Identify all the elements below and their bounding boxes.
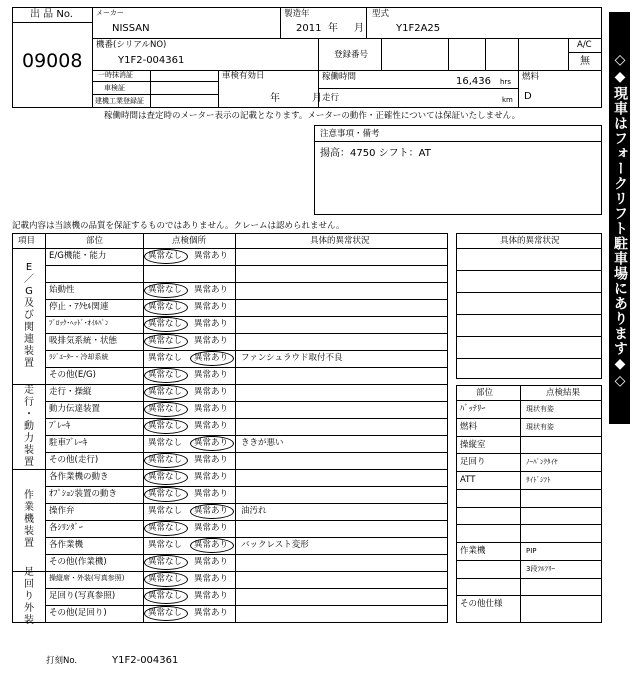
result-part: 足回り	[460, 457, 486, 467]
option-normal[interactable]: 異常なし	[148, 472, 183, 482]
option-normal[interactable]: 異常なし	[148, 370, 183, 380]
results-header-result: 点検結果	[546, 388, 581, 398]
row-divider	[45, 605, 448, 606]
row-part: 停止・ｱｸｾﾙ関連	[49, 302, 109, 312]
selection-circle	[144, 368, 188, 383]
results-divider	[456, 436, 602, 437]
selection-circle	[144, 606, 188, 621]
result-part: その他仕様	[460, 599, 503, 609]
notes-label: 注意事項・備考	[320, 129, 380, 139]
results-divider	[456, 578, 602, 579]
selection-circle	[144, 572, 188, 587]
row-divider	[45, 503, 448, 504]
row-part: 走行・操縦	[49, 387, 92, 397]
row-divider	[45, 537, 448, 538]
row-part: 操縦席・外装(写真参照)	[49, 574, 125, 582]
selection-circle	[144, 589, 188, 604]
selection-circle	[144, 385, 188, 400]
model-value: Y1F2A25	[396, 23, 441, 34]
option-abnormal[interactable]: 異常あり	[194, 489, 229, 499]
result-value: ﾉｰﾊﾟﾝｸﾀｲﾔ	[526, 458, 558, 466]
inspection-label: 車検有効日	[222, 71, 265, 81]
option-abnormal[interactable]: 異常あり	[194, 404, 229, 414]
option-abnormal[interactable]: 異常あり	[194, 523, 229, 533]
notes-text: 揚高：4750 シフト：AT	[320, 148, 431, 159]
row-part: その他(足回り)	[49, 608, 107, 618]
option-abnormal[interactable]: 異常あり	[194, 608, 229, 618]
selection-circle	[190, 504, 234, 519]
option-normal[interactable]: 異常なし	[148, 336, 183, 346]
row-divider	[45, 588, 448, 589]
row-divider	[45, 469, 448, 470]
result-part: ATT	[460, 475, 476, 485]
option-normal[interactable]: 異常なし	[148, 353, 183, 363]
selection-circle	[144, 521, 188, 536]
option-normal[interactable]: 異常なし	[148, 455, 183, 465]
selection-circle	[144, 300, 188, 315]
option-abnormal[interactable]: 異常あり	[194, 540, 229, 550]
results-divider	[456, 542, 602, 543]
option-abnormal[interactable]: 異常あり	[194, 302, 229, 312]
result-part: 作業機	[460, 546, 486, 556]
hours-value: 16,436	[456, 76, 491, 87]
option-normal[interactable]: 異常なし	[148, 574, 183, 584]
option-abnormal[interactable]: 異常あり	[194, 370, 229, 380]
option-normal[interactable]: 異常なし	[148, 438, 183, 448]
header-item: 項目	[18, 236, 36, 246]
row-divider	[45, 350, 448, 351]
result-part: ﾊﾞｯﾃﾘｰ	[460, 404, 486, 414]
row-part: E/G機能・能力	[49, 251, 107, 261]
selection-circle	[144, 402, 188, 417]
row-divider	[45, 622, 448, 623]
results-divider	[456, 471, 602, 472]
option-abnormal[interactable]: 異常あり	[194, 285, 229, 295]
row-part: ﾗｼﾞｴｰﾀｰ・冷却系統	[49, 353, 109, 361]
month-unit: 月	[354, 23, 364, 34]
fuel-value: D	[524, 91, 532, 102]
category-label: 足 回 り 外 装	[24, 567, 34, 626]
header-detail: 具体的異常状況	[310, 236, 370, 246]
row-detail: ファンシュラウド取付不良	[241, 353, 343, 363]
row-part: 足回り(写真参照)	[49, 591, 116, 601]
results-divider	[456, 595, 602, 596]
hours-label: 稼働時間	[322, 72, 357, 82]
row-divider	[45, 520, 448, 521]
row-divider	[45, 265, 448, 266]
option-abnormal[interactable]: 異常あり	[194, 353, 229, 363]
option-normal[interactable]: 異常なし	[148, 489, 183, 499]
right-header-detail: 具体的異常状況	[500, 236, 560, 246]
option-abnormal[interactable]: 異常あり	[194, 421, 229, 431]
row-part: 動力伝達装置	[49, 404, 101, 414]
result-value: ｻｲﾄﾞｼﾌﾄ	[526, 476, 551, 484]
option-normal[interactable]: 異常なし	[148, 387, 183, 397]
fuel-label: 燃料	[522, 72, 540, 82]
category-label: 走 行 ・ 動 力 装 置	[24, 385, 34, 468]
results-divider	[456, 560, 602, 561]
temp-reg-label: 一時抹消証	[98, 71, 133, 79]
row-part: その他(作業機)	[49, 557, 107, 567]
maker-label: メーカー	[96, 9, 124, 17]
option-normal[interactable]: 異常なし	[148, 251, 183, 261]
serial-value: Y1F2-004361	[118, 55, 185, 66]
option-normal[interactable]: 異常なし	[148, 285, 183, 295]
mileage-label: 走行	[322, 93, 340, 103]
ac-label: A/C	[577, 40, 592, 50]
results-divider	[456, 453, 602, 454]
row-part: 各ｼﾘﾝﾀﾞｰ	[49, 523, 84, 533]
result-part: 燃料	[460, 422, 478, 432]
selection-circle	[144, 470, 188, 485]
row-detail: 油汚れ	[241, 506, 267, 516]
row-divider	[45, 316, 448, 317]
selection-circle	[144, 453, 188, 468]
result-value: 現状有姿	[526, 423, 554, 431]
option-normal[interactable]: 異常なし	[148, 608, 183, 618]
location-banner: ◇◆現車はフォークリフト駐車場にあります◆◇	[609, 12, 630, 424]
selection-circle	[144, 487, 188, 502]
row-divider	[45, 401, 448, 402]
results-divider	[456, 418, 602, 419]
row-divider	[45, 452, 448, 453]
results-header-divider	[456, 400, 602, 401]
row-part: その他(E/G)	[49, 370, 96, 380]
header-check: 点検個所	[172, 236, 207, 246]
option-normal[interactable]: 異常なし	[148, 557, 183, 567]
row-detail: ききが悪い	[241, 438, 284, 448]
row-divider	[45, 418, 448, 419]
row-part: 吸排気系統・状態	[49, 336, 118, 346]
selection-circle	[144, 249, 188, 264]
row-divider	[45, 367, 448, 368]
option-abnormal[interactable]: 異常あり	[194, 455, 229, 465]
option-normal[interactable]: 異常なし	[148, 319, 183, 329]
row-divider	[45, 554, 448, 555]
hours-note: 稼働時間は査定時のメーター表示の記載となります。メーターの動作・正確性については保証いたしません。	[104, 111, 521, 121]
lot-number: 09008	[22, 50, 83, 72]
option-abnormal[interactable]: 異常あり	[194, 319, 229, 329]
row-divider	[45, 299, 448, 300]
row-part: 操作弁	[49, 506, 75, 516]
selection-circle	[144, 419, 188, 434]
year-unit: 年	[328, 23, 338, 34]
year-label: 製造年	[284, 9, 310, 19]
option-abnormal[interactable]: 異常あり	[194, 387, 229, 397]
km-unit: km	[502, 96, 513, 104]
lot-label: 出 品 No.	[30, 9, 73, 20]
option-abnormal[interactable]: 異常あり	[194, 472, 229, 482]
row-divider	[45, 571, 448, 572]
results-divider	[456, 507, 602, 508]
registration-label: 登録番号	[334, 50, 369, 60]
row-divider	[45, 486, 448, 487]
option-abnormal[interactable]: 異常あり	[194, 557, 229, 567]
selection-circle	[190, 436, 234, 451]
category-divider	[12, 469, 45, 470]
option-normal[interactable]: 異常なし	[148, 302, 183, 312]
category-label: 作 業 機 装 置	[24, 490, 34, 549]
header-part: 部位	[86, 236, 104, 246]
serial-label: 機番(シリアルNO)	[96, 40, 167, 50]
footer-value: Y1F2-004361	[112, 655, 179, 666]
option-normal[interactable]: 異常なし	[148, 591, 183, 601]
option-abnormal[interactable]: 異常あり	[194, 591, 229, 601]
row-detail: バックレスト変形	[241, 540, 309, 550]
const-cert-label: 建機工業登録証	[95, 97, 144, 105]
option-normal[interactable]: 異常なし	[148, 404, 183, 414]
option-normal[interactable]: 異常なし	[148, 506, 183, 516]
inspection-year-unit: 年	[270, 93, 280, 104]
result-value: 3段ﾌﾙﾌﾘｰ	[526, 565, 555, 573]
maker-value: NISSAN	[112, 23, 150, 34]
option-abnormal[interactable]: 異常あり	[194, 574, 229, 584]
result-value: PIP	[526, 547, 537, 555]
result-value: 現状有姿	[526, 405, 554, 413]
disclaimer: 記載内容は当該機の品質を保証するものではありません。クレームは認められません。	[12, 221, 345, 231]
row-part: 各作業機	[49, 540, 84, 550]
inspection-month-unit: 月	[312, 93, 322, 104]
row-divider	[45, 384, 448, 385]
row-part: 駐車ﾌﾞﾚｰｷ	[49, 438, 88, 448]
option-normal[interactable]: 異常なし	[148, 540, 183, 550]
results-divider	[456, 524, 602, 525]
row-part: その他(走行)	[49, 455, 99, 465]
selection-circle	[190, 538, 234, 553]
results-table	[456, 385, 602, 623]
row-divider	[45, 435, 448, 436]
model-label: 型式	[372, 9, 390, 19]
option-abnormal[interactable]: 異常あり	[194, 506, 229, 516]
selection-circle	[190, 351, 234, 366]
hours-unit: hrs	[500, 78, 511, 86]
row-part: ｵﾌﾟｼｮﾝ装置の動き	[49, 489, 118, 499]
option-abnormal[interactable]: 異常あり	[194, 336, 229, 346]
row-divider	[45, 282, 448, 283]
selection-circle	[144, 334, 188, 349]
selection-circle	[144, 555, 188, 570]
footer-label: 打刻No.	[46, 656, 78, 666]
results-divider	[456, 489, 602, 490]
vehicle-cert-label: 車検証	[104, 84, 125, 92]
selection-circle	[144, 283, 188, 298]
option-abnormal[interactable]: 異常あり	[194, 438, 229, 448]
year-value: 2011	[296, 23, 322, 34]
option-normal[interactable]: 異常なし	[148, 421, 183, 431]
results-header-part: 部位	[476, 388, 494, 398]
option-abnormal[interactable]: 異常あり	[194, 251, 229, 261]
ac-value: 無	[580, 56, 590, 67]
result-part: 操縦室	[460, 440, 486, 450]
category-label: E ／ G 及 び 関 連 装 置	[24, 262, 34, 369]
row-part: ﾌﾞﾛｯｸ･ﾍｯﾄﾞ･ｵｲﾙﾊﾟﾝ	[49, 319, 109, 327]
row-part: ﾌﾞﾚｰｷ	[49, 421, 71, 431]
row-part: 始動性	[49, 285, 75, 295]
selection-circle	[144, 317, 188, 332]
row-divider	[45, 333, 448, 334]
row-part: 各作業機の動き	[49, 472, 109, 482]
option-normal[interactable]: 異常なし	[148, 523, 183, 533]
